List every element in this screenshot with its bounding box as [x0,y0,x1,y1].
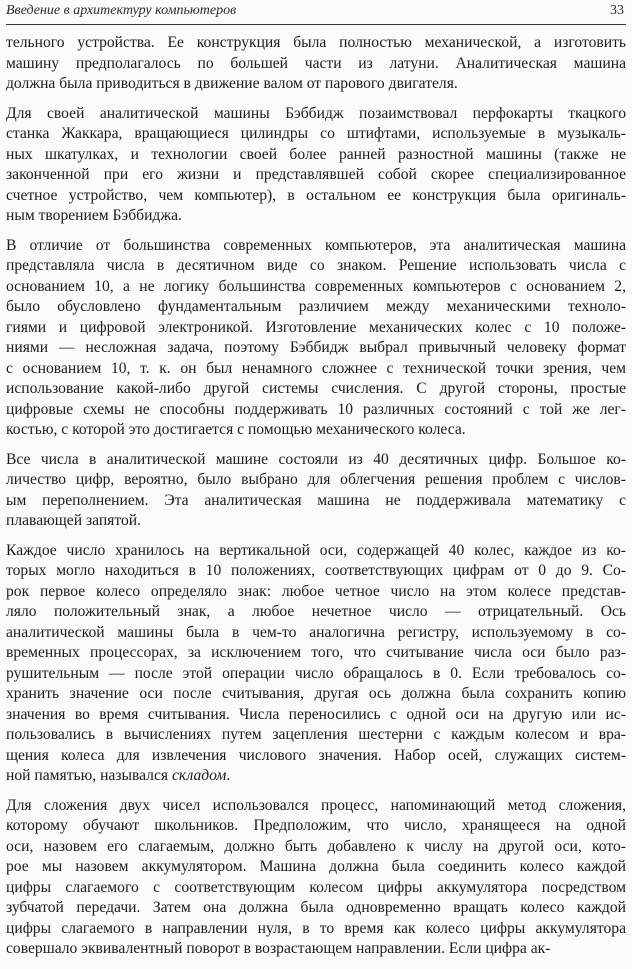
text-line: цифры слагаемого в направлении нуля, в то время как колесо цифры аккумулятора [6,919,626,937]
text-line: аналитической машины была в чем-то аналогична регистру, используемому в со- [6,623,626,641]
text-line: тельного устройства. Ее конструкция была полностью механической, а изготовить [6,34,626,51]
text-line: рушительным — после этой операции число обращалось в 0. Если требовалось со- [6,664,626,682]
text-line: использование какой-либо другой системы счисления. С другой стороны, простые [6,380,626,397]
text-line: щения колеса для извлечения числового значения. Набор осей, служащих систем- [6,746,626,764]
text-line: ной памятью, назывался складом. [6,767,231,784]
text-line: Для сложения двух чисел использовался процесс, напоминающий метод сложения, [6,796,626,814]
text-line: пользовались в вычислениях путем зацепления шестерни с каждым колесом и вра- [6,726,626,743]
text-line: с основанием 10, т. к. он был ненамного сложнее с технической точки зрения, чем [6,359,626,377]
text-line: счетное устройство, чем компьютер), в остальном ее конструкция была оригиналь- [6,186,626,204]
text-line: гиями и цифровой электроникой. Изготовление механических колес с 10 положе- [6,318,626,336]
text-line: станка Жаккара, вращающиеся цилиндры со штифтами, используемые в музыкаль- [6,125,626,142]
paragraph [6,450,626,532]
running-title: Введение в архитектуру компьютеров [6,3,237,18]
text-line: ым переполнением. Эта аналитическая машина не поддерживала математику с [6,491,626,509]
paragraph [6,33,626,95]
text-line: ляло положительный знак, а любое нечетное число — отрицательный. Ось [6,603,626,620]
text-line: зубчатой передачи. Затем она должна была одновременно вращать колесо каждой [6,899,626,916]
text-line: Все числа в аналитической машине состояли из 40 десятичных цифр. Большое ко- [6,450,626,468]
text-line: Для своей аналитической машины Бэббидж позаимствовал перфокарты ткацкого [6,104,626,122]
text-line: хранить значение оси после считывания, другая ось должна была сохранить копию [6,685,626,702]
text-line: основанием 10, а не логику большинства современных компьютеров с основанием 2, [6,277,626,295]
text-line: ных шкатулках, и технологии своей более ранней разностной машины (также не [6,145,626,163]
text-line: костью, с которой это достигается с помощью механического колеса. [6,421,466,438]
paragraph [6,104,626,227]
text-line: личество цифр, вероятно, было выбрано для облегчения решения проблем с числов- [6,471,626,488]
text-line: ниями — несложная задача, поэтому Бэббидж выбрал привычный человеку формат [6,339,626,356]
page-header [6,2,626,25]
paragraph [6,236,626,441]
text-line: В отличие от большинства современных компьютеров, эта аналитическая машина [6,236,626,254]
term-emphasis: складом [171,767,227,784]
text-line: ным творением Бэббиджа. [6,207,182,224]
text-line: плавающей запятой. [6,512,141,529]
text-line: представляла числа в десятичном виде со знаком. Решение использовать числа с [6,257,626,274]
text-line: рое мы назовем аккумулятором. Машина должна была соединить колесо каждой [6,858,626,875]
paragraph [6,796,626,960]
text-line: было обусловлено фундаментальным различием между механическими техноло- [6,298,626,315]
text-line: рок первое колесо определяло знак: любое четное число на этом колесе представ- [6,582,626,600]
text-line: оси, назовем его слагаемым, должно быть добавлено к числу на другой оси, кото- [6,837,626,855]
text-line: законченной при его жизни и представлявшей собой скорее специализированное [6,166,626,183]
page-number: 33 [610,3,624,18]
text-line: которому обучают школьников. Предположим, что число, хранящееся на одной [6,817,626,834]
text-line: цифры слагаемого с соответствующим колесом цифры аккумулятора посредством [6,878,626,896]
text-line: совершало эквивалентный поворот в возрастающем направлении. Если цифра ак- [6,940,551,957]
text-line: торых могло находиться в 10 положениях, соответствующих цифрам от 0 до 9. Со- [6,562,626,579]
page-body [6,33,626,969]
text-line: цифровые схемы не способны поддерживать 10 различных состояний с той же лег- [6,400,626,418]
text-line: значения во время считывания. Числа переносились с одной оси на другую или ис- [6,705,626,723]
paragraph [6,541,626,787]
text-line: временных процессорах, за исключением того, что считывание числа оси было раз- [6,644,626,661]
text-line: должна была приводиться в движение валом от парового двигателя. [6,75,458,92]
text-line: Каждое число хранилось на вертикальной оси, содержащей 40 колес, каждое из ко- [6,541,626,559]
text-line: машину предполагалось по большей части из латуни. Аналитическая машина [6,54,626,72]
